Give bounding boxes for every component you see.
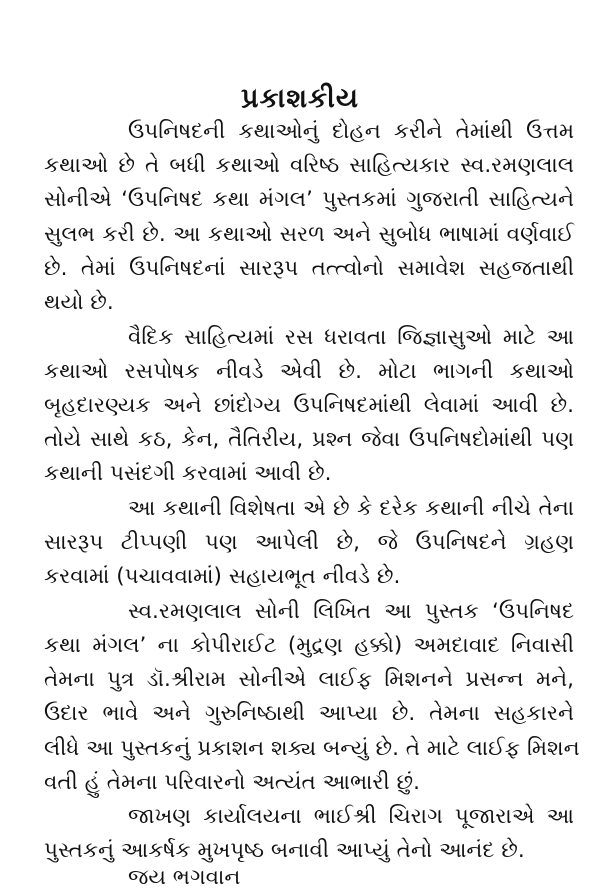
text-line: કરવામાં (પચાવવામાં) સહાયભૂત નીવડે છે.: [44, 564, 401, 589]
signoff-text: જય ભગવાન: [128, 865, 241, 890]
text-line: સારરૂપ ટીપ્પણી પણ આપેલી છે, જે ઉપનિષદને ગ્રહણ: [44, 530, 574, 555]
page-title: પ્રકાશકીય: [241, 83, 359, 114]
text-line: કથાની પસંદગી કરવામાં આવી છે.: [44, 461, 332, 486]
text-line: બૃહદારણ્યક અને છાંદોગ્ય ઉપનિષદમાંથી લેવામાં આવી છે.: [44, 393, 574, 418]
text-line: આ કથાની વિશેષતા એ છે કે દરેક કથાની નીચે તેના: [128, 496, 574, 521]
text-line: કથાઓ છે તે બધી કથાઓ વરિષ્ઠ સાહિત્યકાર સ્વ.રમણલાલ: [44, 153, 574, 178]
text-line: જાખણ કાર્યાલયના ભાઈશ્રી ચિરાગ પૂજારાએ આ: [128, 804, 574, 829]
text-line: છે. તેમાં ઉપનિષદનાં સારરૂપ તત્ત્વોનો સમાવેશ સહજતાથી: [44, 256, 574, 281]
text-line: તોયે સાથે કઠ, કેન, તૈતિરીય, પ્રશ્ન જેવા ઉપનિષદોમાંથી પણ: [44, 427, 574, 452]
text-line: કથા મંગલ’ ના કોપીરાઈટ (મુદ્રણ હક્કો) અમદાવાદ નિવાસી: [44, 633, 574, 658]
text-line: તેમના પુત્ર ડૉ.શ્રીરામ સોનીએ લાઈફ મિશનને પ્રસન્ન મને,: [44, 667, 574, 692]
text-line: સ્વ.રમણલાલ સોની લિખિત આ પુસ્તક ‘ઉપનિષદ: [128, 599, 574, 624]
text-line: વૈદિક સાહિત્યમાં રસ ધરાવતા જિજ્ઞાસુઓ માટે આ: [128, 325, 574, 350]
text-line: ઉપનિષદની કથાઓનું દોહન કરીને તેમાંથી ઉત્તમ: [128, 119, 574, 144]
text-line: સુલભ કરી છે. આ કથાઓ સરળ અને સુબોધ ભાષામાં વર્ણવાઈ: [44, 222, 574, 247]
text-line: વતી હું તેમના પરિવારનો અત્યંત આભારી છું.: [44, 770, 420, 795]
text-line: લીધે આ પુસ્તકનું પ્રકાશન શક્ય બન્યું છે. તે માટે લાઈફ મિશન: [44, 736, 580, 761]
text-line: પુસ્તકનું આકર્ષક મુખપૃષ્ઠ બનાવી આપ્યું તેનો આનંદ છે.: [44, 838, 525, 863]
text-line: ઉદાર ભાવે અને ગુરુનિષ્ઠાથી આપ્યા છે. તેમના સહકારને: [44, 701, 574, 726]
text-line: થયો છે.: [44, 290, 114, 315]
text-line: કથાઓ રસપોષક નીવડે એવી છે. મોટા ભાગની કથાઓ: [44, 359, 574, 384]
text-line: સોનીએ ‘ઉપનિષદ કથા મંગલ’ પુસ્તકમાં ગુજરાતી સાહિત્યને: [44, 187, 574, 212]
